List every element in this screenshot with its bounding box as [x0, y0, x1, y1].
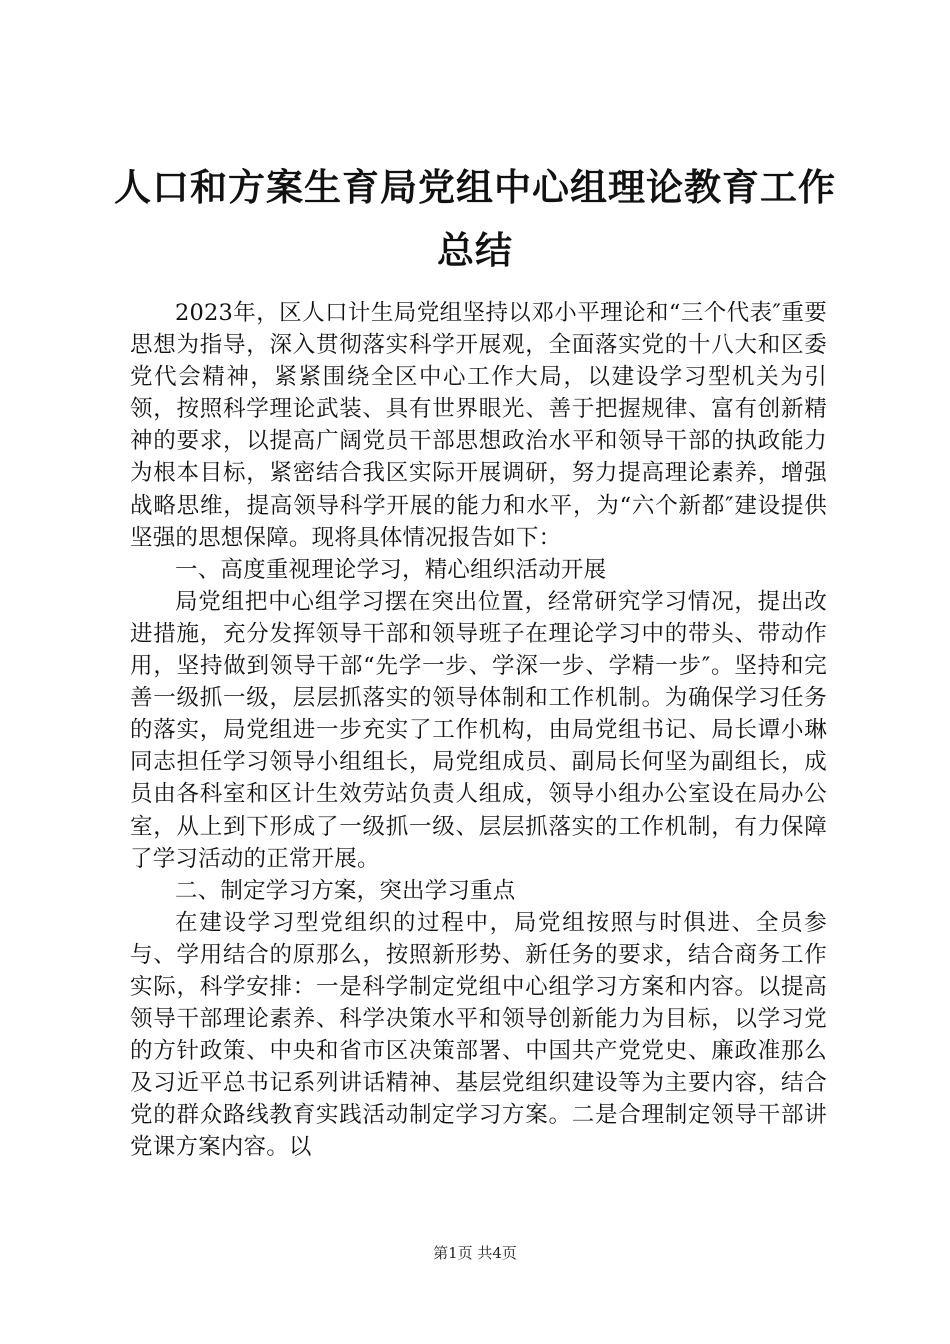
- paragraph-section-2: 在建设学习型党组织的过程中，局党组按照与时俱进、全员参与、学用结合的原那么，按照新形势、新任务的要求，结合商务工作实际，科学安排：一是科学制定党组中心组学习方案和内容。以提高领导干部理论素养、科学决策水平和领导创新能力为目标，以学习党的方针政策、中央和省市区决策部署、中国共产党党史、廉政准那么及习近平总书记系列讲话精神、基层党组织建设等为主要内容，结合党的群众路线教育实践活动制定学习方案。二是合理制定领导干部讲党课方案内容。以: [130, 909, 827, 1161]
- paragraph-section-1: 局党组把中心组学习摆在突出位置，经常研究学习情况，提出改进措施，充分发挥领导干部和领导班子在理论学习中的带头、带动作用，坚持做到领导干部“先学一步、学深一步、学精一步″。坚持和完善一级抓一级，层层抓落实的领导体制和工作机制。为确保学习任务的落实，局党组进一步充实了工作机构，由局党组书记、局长谭小琳同志担任学习领导小组组长，局党组成员、副局长何坚为副组长，成员由各科室和区计生效劳站负责人组成，领导小组办公室设在局办公室，从上到下形成了一级抓一级、层层抓落实的工作机制，有力保障了学习活动的正常开展。: [130, 588, 827, 872]
- section-heading-1: 一、高度重视理论学习，精心组织活动开展: [175, 556, 607, 583]
- paragraph-intro: 2023年，区人口计生局党组坚持以邓小平理论和“三个代表″重要思想为指导，深入贯彻落实科学开展观，全面落实党的十八大和区委党代会精神，紧紧围绕全区中心工作大局，以建设学习型机关为引领，按照科学理论武装、具有世界眼光、善于把握规律、富有创新精神的要求，以提高广阔党员干部思想政治水平和领导干部的执政能力为根本目标，紧密结合我区实际开展调研，努力提高理论素养，增强战略思维，提高领导科学开展的能力和水平，为“六个新都″建设提供坚强的思想保障。现将具体情况报告如下：: [130, 300, 827, 551]
- document-title: 人口和方案生育局党组中心组理论教育工作总结: [114, 166, 836, 272]
- page-number-footer: 第1页 共4页: [433, 1244, 517, 1262]
- document-body: [130, 297, 827, 1164]
- section-heading-2: 二、制定学习方案，突出学习重点: [175, 877, 516, 904]
